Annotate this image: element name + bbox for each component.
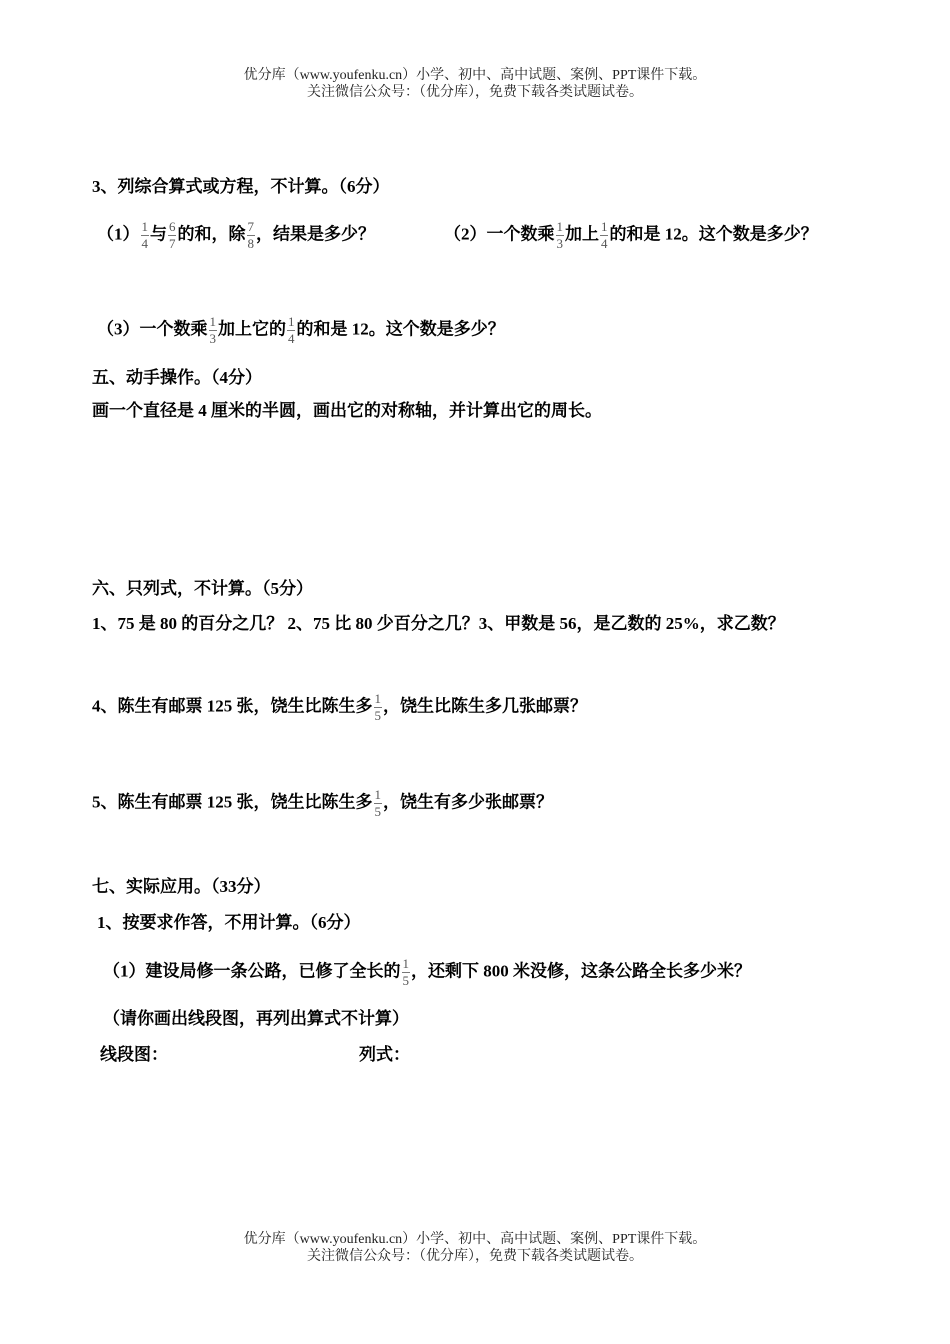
section-7-q1: （1）建设局修一条公路，已修了全长的 $\frac{1}{5}$ ，还剩下 800 米没修，这条公路全长多少米？ xyxy=(103,956,751,988)
section-6-q5: 5、陈生有邮票 125 张，饶生比陈生多 $\frac{1}{5}$ ，饶生有多少张邮票？ xyxy=(92,787,553,819)
section-5-text: 画一个直径是 4 厘米的半圆，画出它的对称轴，并计算出它的周长。 xyxy=(92,401,602,420)
section-7-note: （请你画出线段图，再列出算式不计算） xyxy=(103,1009,409,1028)
label-diagram: 线段图： xyxy=(100,1045,168,1064)
section-7-title: 七、实际应用。（33分） xyxy=(92,877,271,896)
section-5-title: 五、动手操作。（4分） xyxy=(92,368,262,387)
fraction: $\frac{6}{7}$ xyxy=(169,219,176,251)
fraction: $\frac{1}{4}$ xyxy=(141,219,148,251)
header-line-1: 优分库（www.youfenku.cn）小学、初中、高中试题、案例、PPT课件下载。 xyxy=(243,68,707,83)
section-6-q4: 4、陈生有邮票 125 张，饶生比陈生多 $\frac{1}{5}$ ，饶生比陈生多几张邮票？ xyxy=(92,691,587,723)
section-6-line1: 1、75 是 80 的百分之几？ 2、75 比 80 少百分之几？3、甲数是 56，是乙数的 25%，求乙数？ xyxy=(92,614,785,633)
q1-label: （1） xyxy=(97,224,140,244)
fraction: $\frac{1}{3}$ xyxy=(556,219,563,251)
footer-line-2: 关注微信公众号：（优分库），免费下载各类试题试卷。 xyxy=(307,1249,643,1264)
fraction: $\frac{7}{8}$ xyxy=(247,219,254,251)
section-3-q3: （3）一个数乘 $\frac{1}{3}$ 加上它的 $\frac{1}{4}$ 的和是 12。这个数是多少？ xyxy=(97,314,505,346)
section-3-q2: （2）一个数乘 $\frac{1}{3}$ 加上 $\frac{1}{4}$ 的和是 12。这个数是多少？ xyxy=(444,219,818,251)
footer-line-1: 优分库（www.youfenku.cn）小学、初中、高中试题、案例、PPT课件下载。 xyxy=(243,1232,707,1247)
fraction: $\frac{1}{3}$ xyxy=(209,314,216,346)
fraction: $\frac{1}{4}$ xyxy=(601,219,608,251)
section-6-title: 六、只列式，不计算。（5分） xyxy=(92,579,313,598)
page-footer xyxy=(0,1231,950,1265)
fraction: $\frac{1}{4}$ xyxy=(288,314,295,346)
fraction: $\frac{1}{5}$ xyxy=(402,956,409,988)
section-3-q1: （1） $\frac{1}{4}$ 与 $\frac{6}{7}$ 的和，除 $\frac{7}{8}$ ，结果是多少？ xyxy=(97,219,375,251)
fraction: $\frac{1}{5}$ xyxy=(374,691,381,723)
fraction: $\frac{1}{5}$ xyxy=(374,787,381,819)
section-7-sub: 1、按要求作答，不用计算。（6分） xyxy=(97,913,361,932)
header-line-2: 关注微信公众号：（优分库），免费下载各类试题试卷。 xyxy=(307,85,643,100)
page-header xyxy=(0,67,950,101)
label-formula: 列式： xyxy=(359,1045,410,1064)
section-3-title: 3、列综合算式或方程，不计算。（6分） xyxy=(92,177,390,196)
